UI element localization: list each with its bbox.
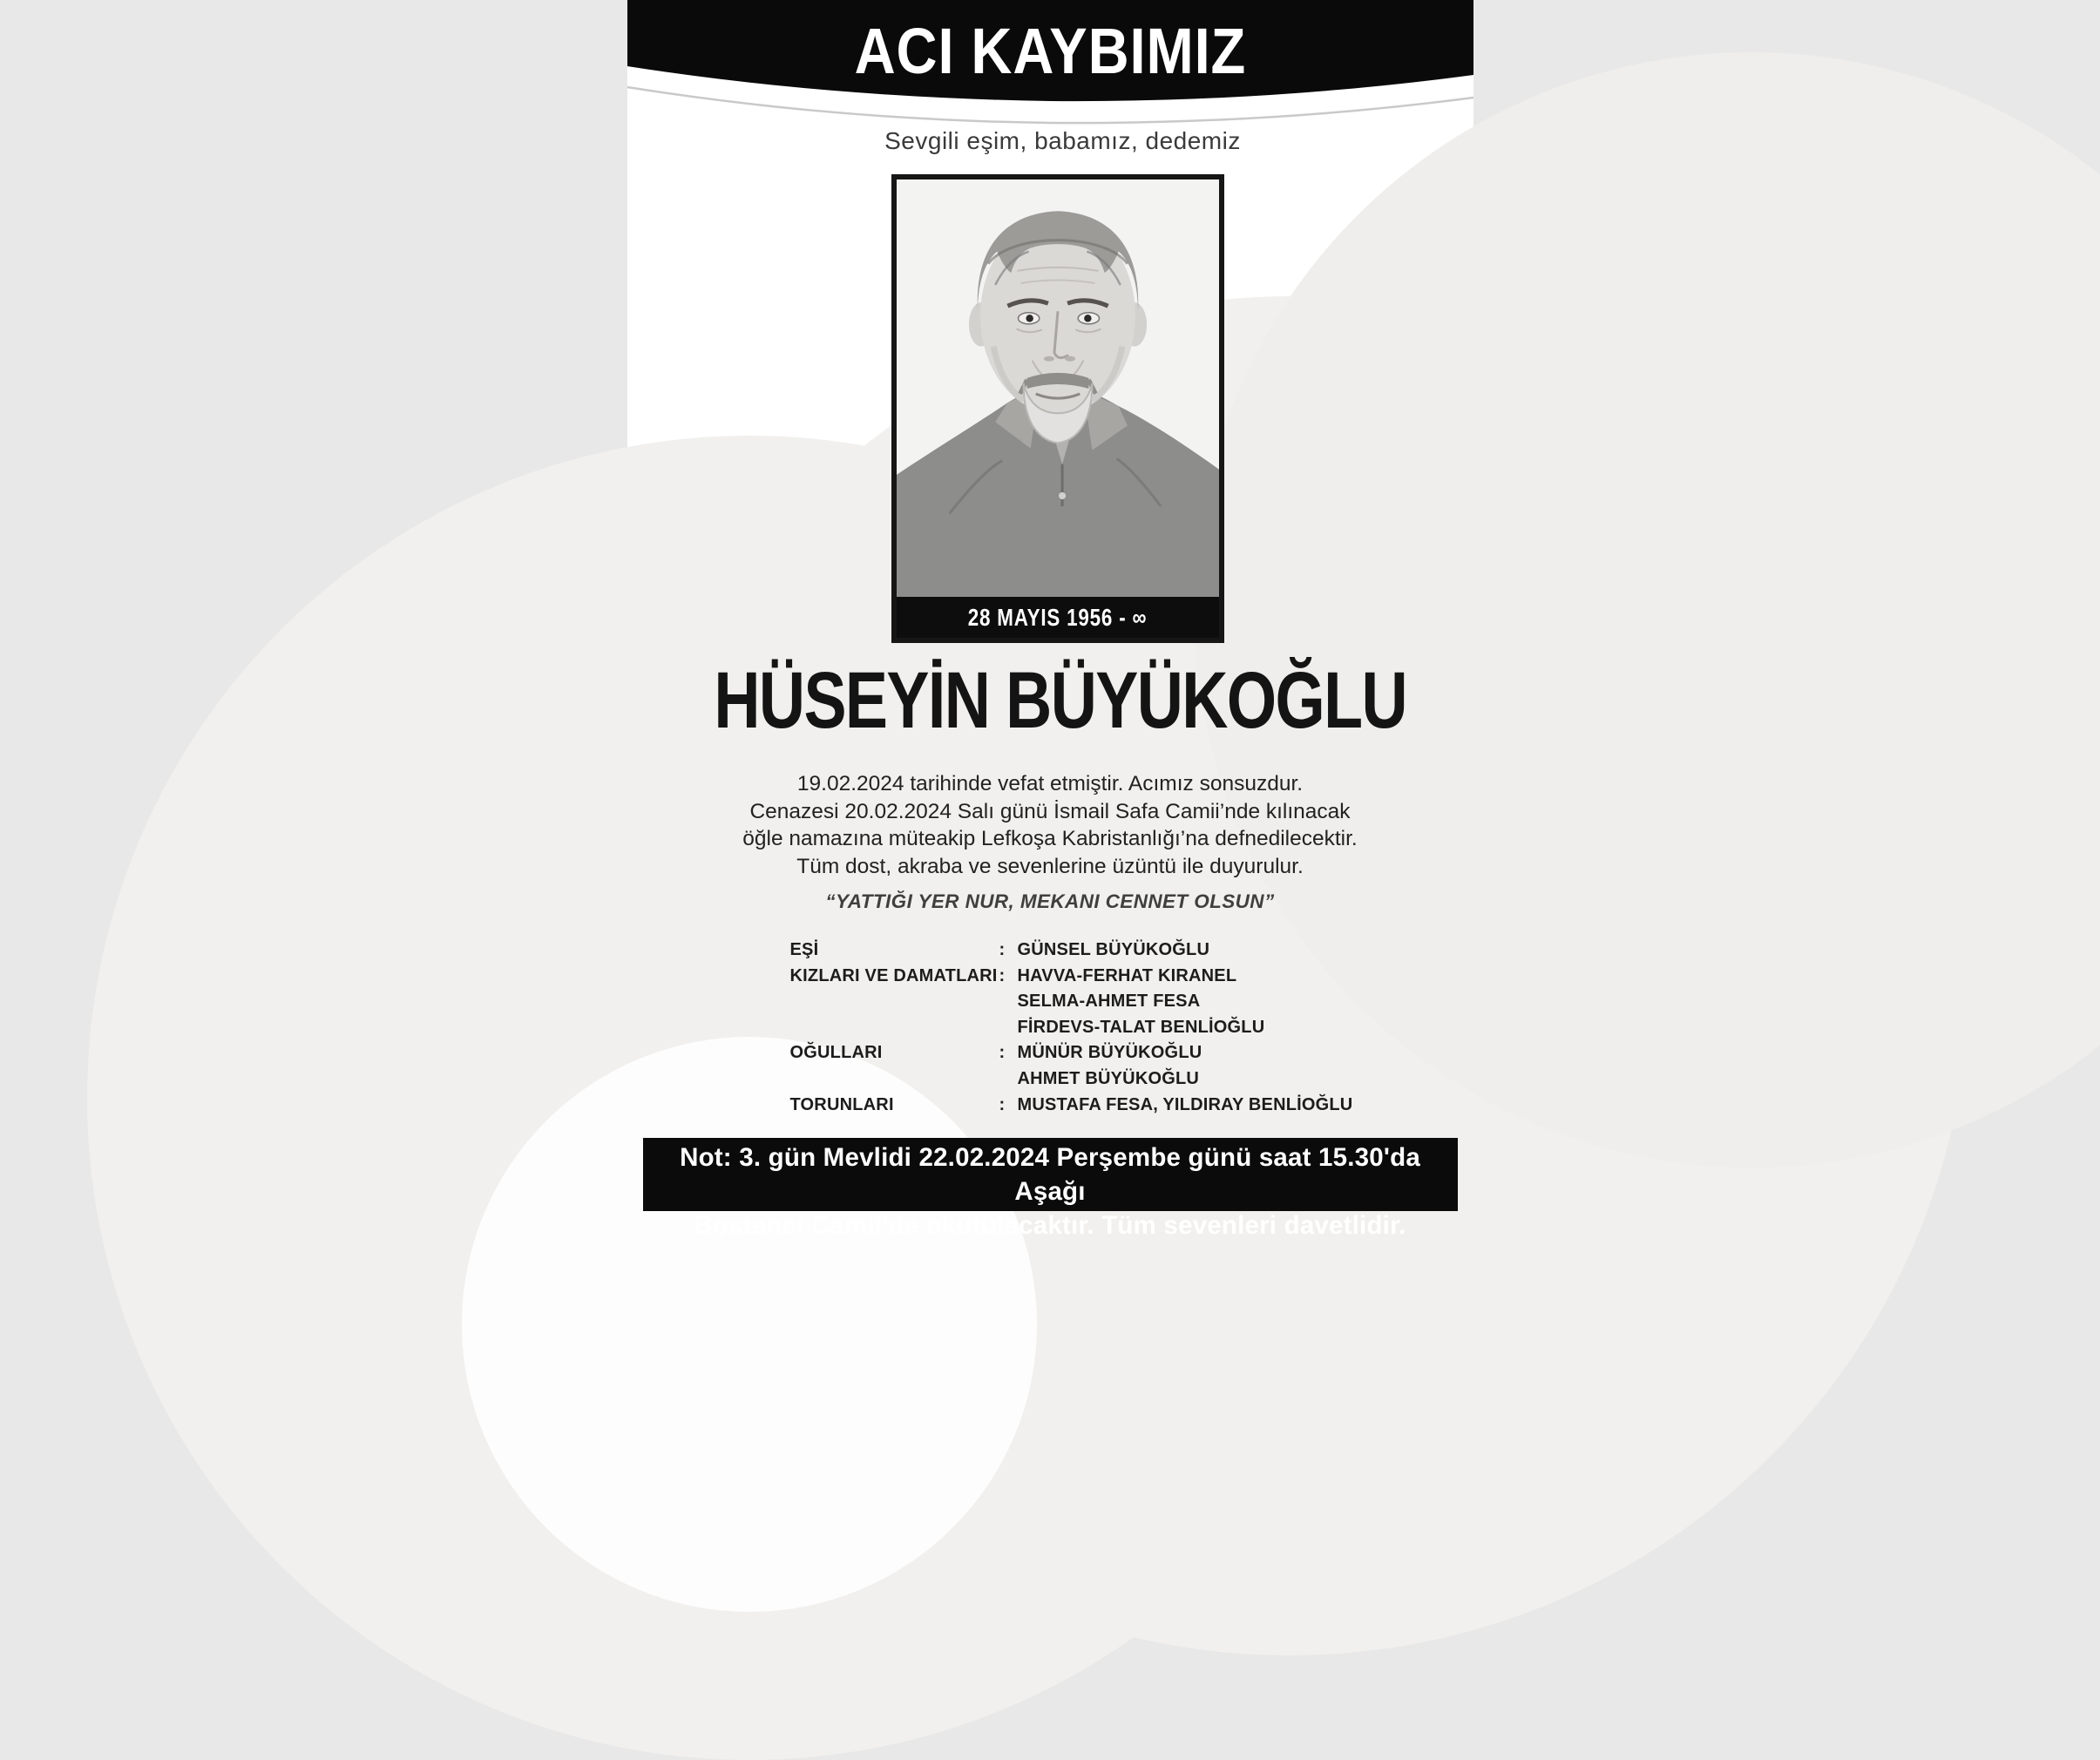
family-value: SELMA-AHMET FESA xyxy=(1018,989,1353,1015)
family-colon-spacer xyxy=(999,1066,1018,1093)
page-title: ACI KAYBIMIZ xyxy=(854,14,1246,88)
note-line-2: Bostancı Camii'de okutulacaktır. Tüm sevenleri davetlidir. xyxy=(643,1208,1458,1242)
family-label: KIZLARI VE DAMATLARI xyxy=(790,964,999,990)
family-value: GÜNSEL BÜYÜKOĞLU xyxy=(1018,938,1353,964)
family-colon: : xyxy=(999,1040,1018,1066)
announcement-line: Tüm dost, akraba ve sevenlerine üzüntü ile duyurulur. xyxy=(627,853,1473,881)
photo-caption-strip xyxy=(897,597,1219,638)
family-label-spacer xyxy=(790,1015,999,1041)
family-value: FİRDEVS-TALAT BENLİOĞLU xyxy=(1018,1015,1353,1041)
obituary-poster xyxy=(627,0,1473,1220)
deceased-name-wrap xyxy=(627,655,1473,747)
family-value: AHMET BÜYÜKOĞLU xyxy=(1018,1066,1353,1093)
note-line-1: Not: 3. gün Mevlidi 22.02.2024 Perşembe günü saat 15.30'da Aşağı xyxy=(643,1141,1458,1208)
family-label-spacer xyxy=(790,1066,999,1093)
family-value: HAVVA-FERHAT KIRANEL xyxy=(1018,964,1353,990)
announcement-line: 19.02.2024 tarihinde vefat etmiştir. Acımız sonsuzdur. xyxy=(627,770,1473,798)
family-value: MUSTAFA FESA, YILDIRAY BENLİOĞLU xyxy=(1018,1093,1353,1119)
prayer-quote: “YATTIĞI YER NUR, MEKANI CENNET OLSUN” xyxy=(627,890,1473,913)
background-blob-bottom-left xyxy=(462,1037,1037,1612)
family-list xyxy=(790,938,1353,1118)
announcement-paragraph xyxy=(627,770,1473,880)
family-colon: : xyxy=(999,964,1018,990)
mevlid-note-banner xyxy=(643,1138,1458,1211)
family-label-spacer xyxy=(790,989,999,1015)
dedication-subtitle: Sevgili eşim, babamız, dedemiz xyxy=(627,127,1499,155)
deceased-name: HÜSEYİN BÜYÜKOĞLU xyxy=(714,655,1406,747)
portrait-photo-frame xyxy=(891,174,1224,643)
family-label: EŞİ xyxy=(790,938,999,964)
family-label: TORUNLARI xyxy=(790,1093,999,1119)
header-title-wrap xyxy=(627,14,1473,88)
portrait-photo xyxy=(897,179,1219,597)
announcement-line: Cenazesi 20.02.2024 Salı günü İsmail Safa Camii’nde kılınacak xyxy=(627,798,1473,826)
family-colon: : xyxy=(999,1093,1018,1119)
family-colon-spacer xyxy=(999,1015,1018,1041)
announcement-line: öğle namazına müteakip Lefkoşa Kabristanlığı’na defnedilecektir. xyxy=(627,825,1473,853)
family-value: MÜNÜR BÜYÜKOĞLU xyxy=(1018,1040,1353,1066)
family-label: OĞULLARI xyxy=(790,1040,999,1066)
family-colon: : xyxy=(999,938,1018,964)
birth-date-caption: 28 MAYIS 1956 - ∞ xyxy=(968,604,1148,632)
family-colon-spacer xyxy=(999,989,1018,1015)
